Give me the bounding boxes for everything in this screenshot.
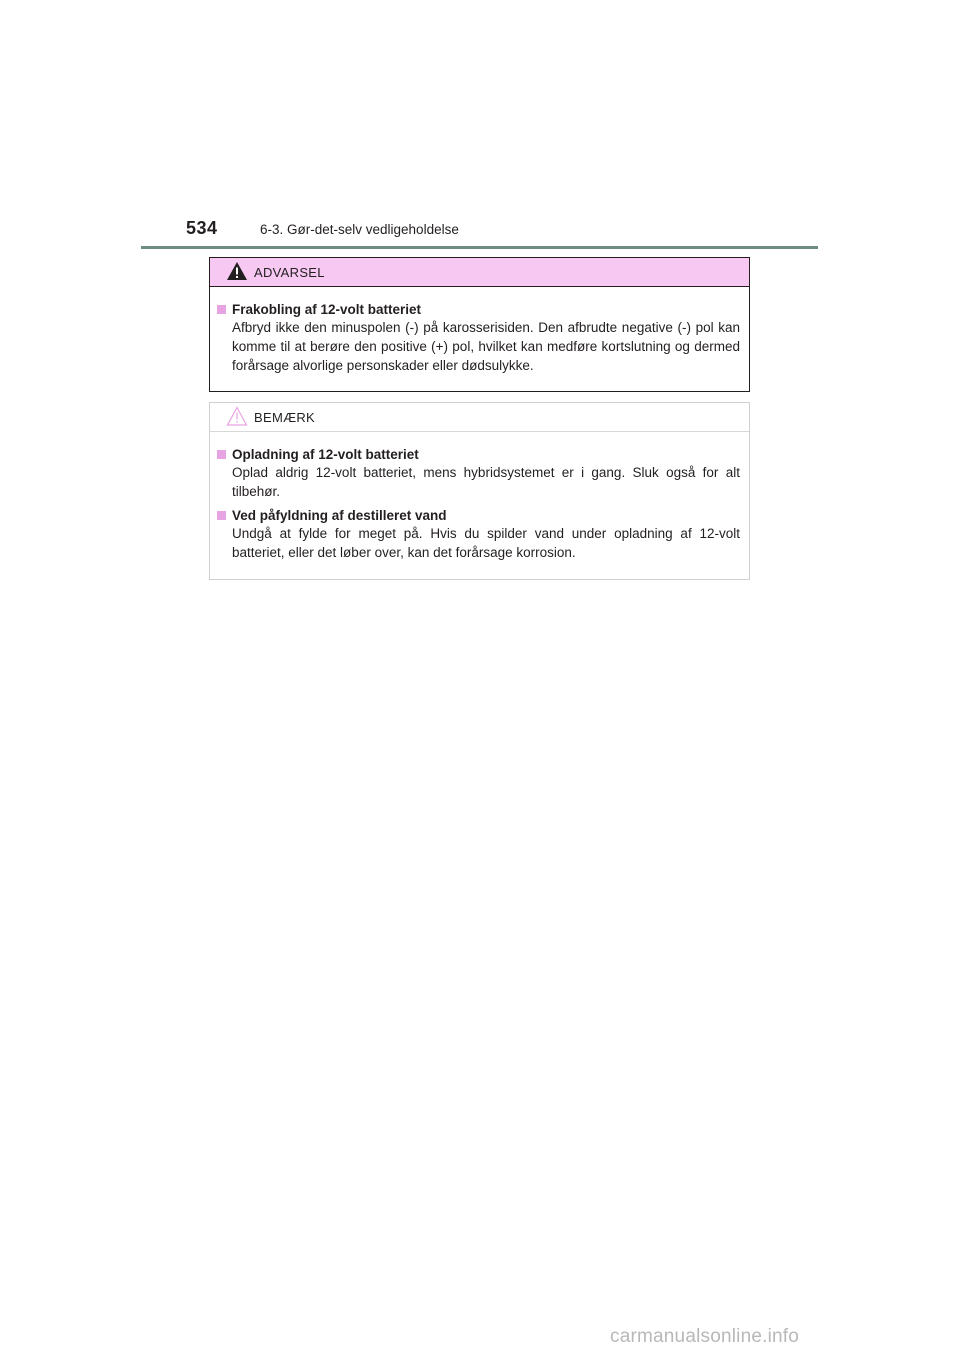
page-header xyxy=(141,212,818,249)
item-title-text: Ved påfyldning af destilleret vand xyxy=(232,508,447,523)
square-bullet-icon xyxy=(217,511,226,520)
section-title: 6-3. Gør-det-selv vedligeholdelse xyxy=(260,222,459,237)
warning-items xyxy=(210,287,749,375)
warning-label: ADVARSEL xyxy=(254,265,325,280)
item-title-text: Frakobling af 12-volt batteriet xyxy=(232,302,422,317)
warning-box xyxy=(209,257,750,392)
item-text: Undgå at fylde for meget på. Hvis du spilder vand under opladning af 12-volt batteriet, eller det løber over, kan det forårsage korrosion. xyxy=(232,526,740,560)
caution-triangle-icon xyxy=(226,406,248,426)
notice-item xyxy=(217,507,740,562)
notice-label: BEMÆRK xyxy=(254,410,316,425)
warning-item xyxy=(217,301,740,375)
warning-box-header xyxy=(210,258,749,287)
page-number: 534 xyxy=(186,218,218,238)
item-title xyxy=(217,301,740,318)
square-bullet-icon xyxy=(217,305,226,314)
square-bullet-icon xyxy=(217,450,226,459)
notice-box xyxy=(209,402,750,580)
item-title-text: Opladning af 12-volt batteriet xyxy=(232,447,419,462)
notice-items xyxy=(210,432,749,562)
footer-watermark: carmanualsonline.info xyxy=(610,1326,800,1347)
notice-item xyxy=(217,446,740,501)
item-text: Afbryd ikke den minuspolen (-) på karosserisiden. Den afbrudte negative (-) pol kan komme til at berøre den positive (+) pol, hvilket kan medføre kortslutning og dermed forårsage alvorlige personskader eller dødsulykke. xyxy=(232,320,740,373)
item-title xyxy=(217,507,740,524)
notice-box-header xyxy=(210,403,749,432)
warning-triangle-icon xyxy=(226,261,248,281)
item-text: Oplad aldrig 12-volt batteriet, mens hybridsystemet er i gang. Sluk også for alt tilbehør. xyxy=(232,465,740,499)
item-title xyxy=(217,446,740,463)
